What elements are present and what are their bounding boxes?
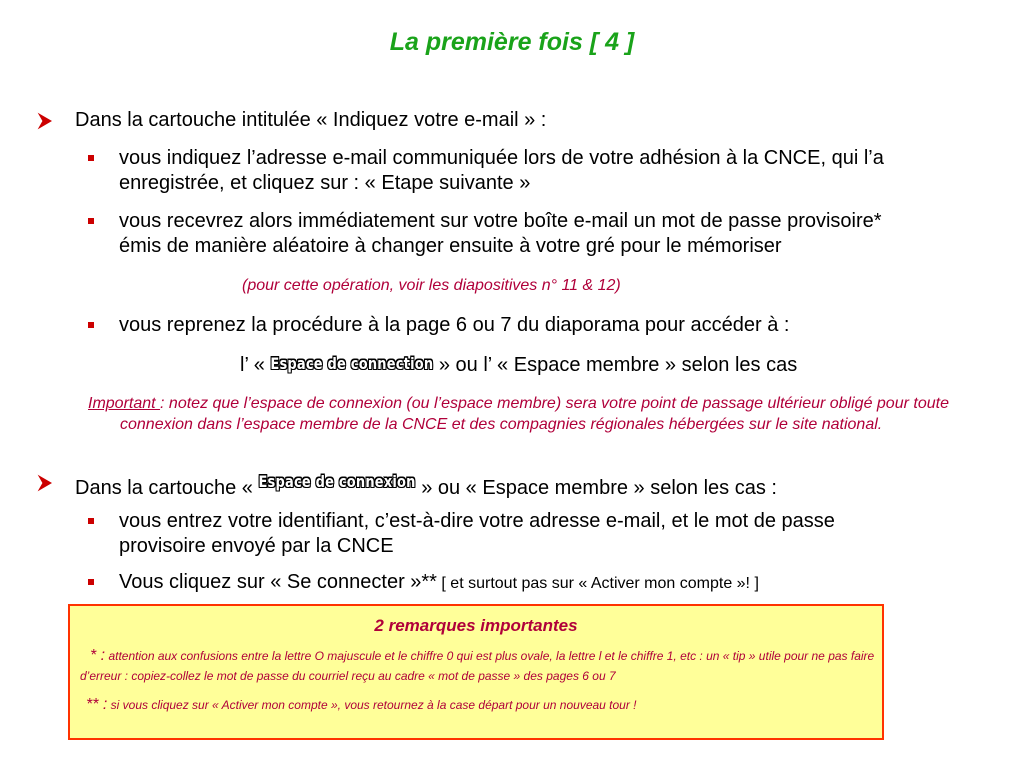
remark-2 [86, 696, 876, 714]
important-label: Important [88, 395, 161, 412]
remarks-title: 2 remarques importantes [374, 616, 578, 635]
connect-warning: [ et surtout pas sur « Activer mon compte »! ] [436, 575, 759, 592]
access-line-prefix: l’ « [240, 354, 265, 376]
remark-1-marker: * : [90, 647, 106, 664]
slides-reference-note: (pour cette opération, voir les diapositives n° 11 & 12) [242, 277, 621, 294]
remarks-box [68, 604, 884, 740]
bullet-2-suffix: » ou « Espace membre » selon les cas : [421, 477, 777, 499]
slide-title: La première fois [ 4 ] [389, 28, 635, 56]
access-line-suffix: » ou l’ « Espace membre » selon les cas [438, 354, 798, 376]
square-bullet-icon [88, 218, 94, 224]
sub-bullet-1-line-1: vous indiquez l’adresse e-mail communiquée lors de votre adhésion à la CNCE, qui l’a [119, 147, 884, 169]
remark-1 [80, 646, 878, 686]
espace-connection-badge: Espace de connection [270, 355, 434, 374]
square-bullet-icon [88, 155, 94, 161]
sub-bullet-5-text [119, 570, 759, 596]
square-bullet-icon [88, 322, 94, 328]
remark-1-text: attention aux confusions entre la lettre O majuscule et le chiffre 0 qui est plus ovale, la lettre l et le chiffre 1, etc : un « tip » utile pour ne pas faire d’erreur : copiez-collez le mot de passe du courriel reçu au cadre « mot de passe » des pages 6 ou 7 [80, 649, 875, 683]
sub-bullet-3-text: vous reprenez la procédure à la page 6 ou 7 du diaporama pour accéder à : [119, 314, 790, 336]
access-line [240, 352, 797, 378]
important-note [88, 393, 970, 435]
sub-bullet-4-line-1: vous entrez votre identifiant, c’est-à-dire votre adresse e-mail, et le mot de passe [119, 510, 835, 532]
important-text: : notez que l’espace de connexion (ou l’espace membre) sera votre point de passage ultérieur obligé pour toute connexion dans l’espace membre de la CNCE et des compagnies régionales hébergées sur le site national. [120, 395, 949, 433]
arrow-bullet-icon [36, 112, 54, 130]
square-bullet-icon [88, 518, 94, 524]
sub-bullet-4-line-2: provisoire envoyé par la CNCE [119, 535, 394, 557]
sub-bullet-2-line-1: vous recevrez alors immédiatement sur votre boîte e-mail un mot de passe provisoire* [119, 210, 882, 232]
square-bullet-icon [88, 579, 94, 585]
sub-bullet-2-line-2: émis de manière aléatoire à changer ensuite à votre gré pour le mémoriser [119, 235, 782, 257]
arrow-bullet-icon [36, 474, 54, 492]
sub-bullet-1-line-2: enregistrée, et cliquez sur : « Etape suivante » [119, 172, 531, 194]
bullet-2-prefix: Dans la cartouche « [75, 477, 253, 499]
remark-2-text: si vous cliquez sur « Activer mon compte », vous retournez à la case départ pour un nouveau tour ! [107, 698, 637, 712]
remark-2-marker: ** : [86, 696, 108, 713]
espace-connexion-badge: Espace de connexion [258, 473, 416, 492]
connect-instruction: Vous cliquez sur « Se connecter »** [119, 571, 437, 593]
bullet-1-text: Dans la cartouche intitulée « Indiquez votre e-mail » : [75, 109, 547, 131]
bullet-2-text [75, 470, 777, 501]
